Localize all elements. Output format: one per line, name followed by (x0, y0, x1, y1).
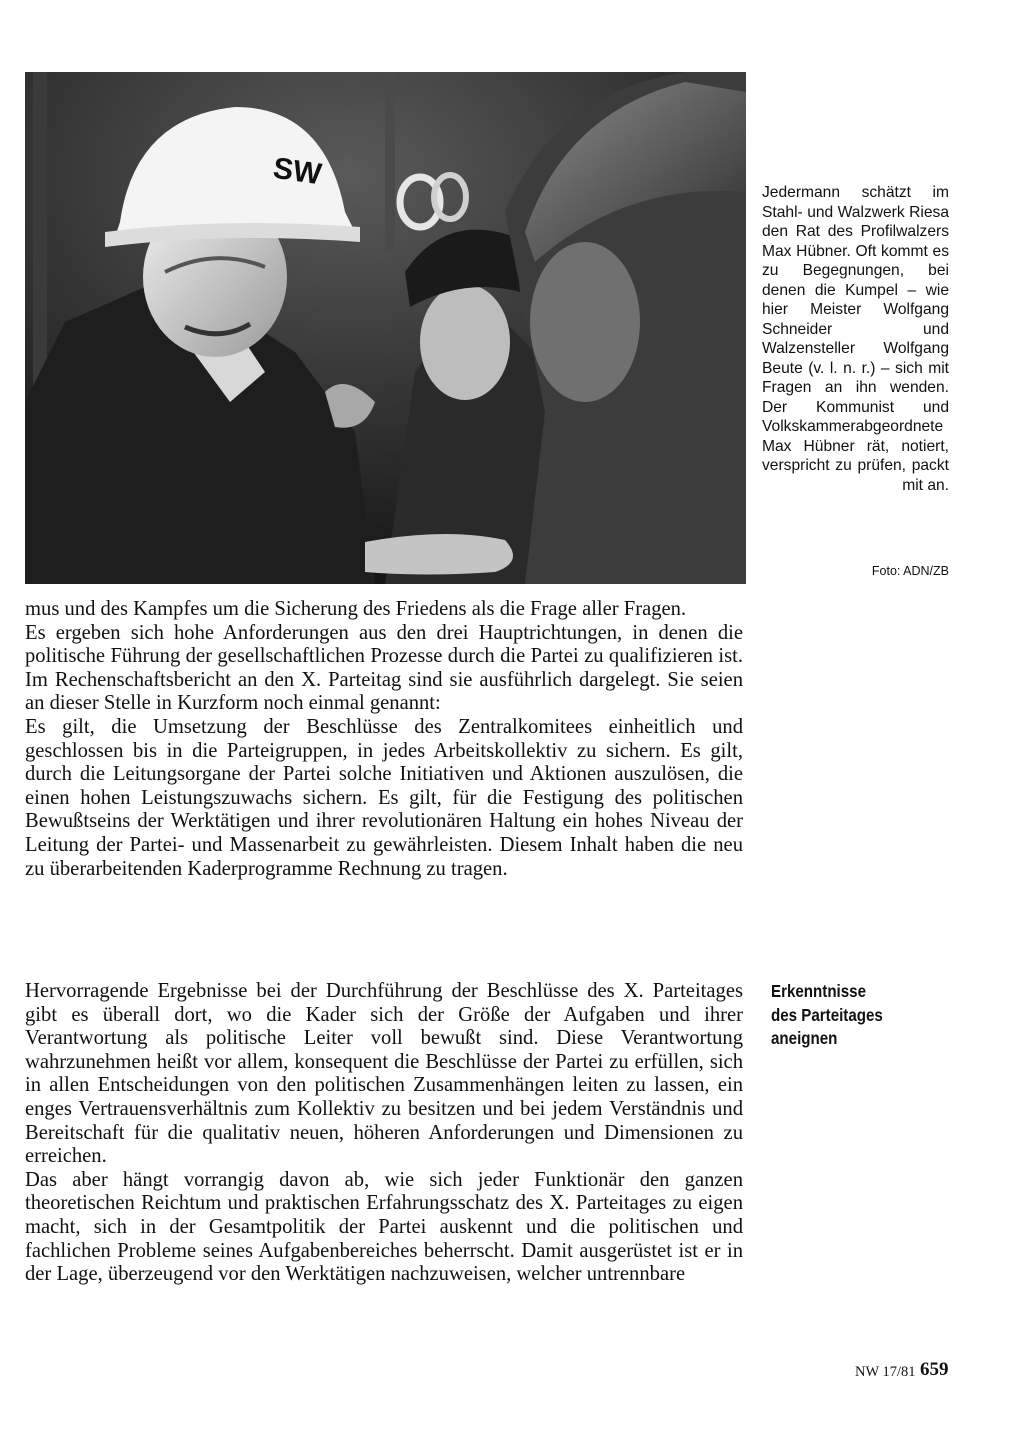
background-beam (385, 72, 395, 252)
side-heading-line: aneignen (771, 1028, 838, 1049)
issue-reference: NW 17/81 (855, 1364, 916, 1380)
middle-man-face (420, 284, 510, 400)
photo-illustration (25, 72, 746, 584)
paragraph: Hervorragende Ergebnisse bei der Durchführung der Beschlüsse des X. Parteitages gibt es überall dort, wo die Kader sich der Größe der Aufgaben und ihrer Verantwortung als politische Leiter voll bewußt sind. Diese Verantwortung wahrzunehmen heißt vor allem, konsequent die Beschlüsse der Partei zu erfüllen, sich in allen Entscheidungen von den politischen Zusammenhängen leiten zu lassen, ein enges Vertrauensverhältnis zum Kollektiv zu besitzen und bei jedem Verständnis und Bereitschaft für die qualitativ neuen, höheren Anforderungen und Dimensionen zu erreichen. (25, 980, 743, 1168)
paragraph: Es ergeben sich hohe Anforderungen aus den drei Hauptrichtungen, in denen die politische Führung der gesellschaftlichen Prozesse durch die Partei zu qualifizieren ist. Im Rechenschaftsbericht an den X. Parteitag sind sie ausführlich dargelegt. Sie seien an dieser Stelle in Kurzform noch einmal genannt: (25, 621, 743, 715)
article-section-2 (25, 980, 743, 1287)
helmet-text: SW (271, 151, 324, 192)
side-heading (771, 980, 929, 1051)
hand (365, 534, 513, 575)
paragraph: Das aber hängt vorrangig davon ab, wie sich jeder Funktionär den ganzen theoretischen Reichtum und praktischen Erfahrungsschatz des X. Parteitages zu eigen macht, sich in der Gesamtpolitik der Partei auskennt und die politischen und fachlichen Probleme seines Aufgabenbereiches beherrscht. Damit ausgerüstet ist er in der Lage, überzeugend vor den Werktätigen nachzuweisen, welcher untrennbare (25, 1168, 743, 1286)
photo-credit: Foto: ADN/ZB (871, 564, 949, 578)
right-man-head (530, 242, 640, 402)
article-section-1 (25, 598, 743, 881)
side-heading-line: des Parteitages (771, 1004, 883, 1025)
paragraph: Es gilt, die Umsetzung der Beschlüsse des Zentralkomitees einheitlich und geschlossen bis in die Parteigruppen, in jedes Arbeitskollektiv zu sichern. Es gilt, durch die Leitungsorgane der Partei solche Initiativen und Aktionen auszulösen, die einen hohen Leistungszuwachs sichern. Es gilt, für die Festigung des politischen Bewußtseins der Werktätigen und ihrer revolutionären Haltung ein hohes Niveau der Leitung der Partei- und Massenarbeit zu gewährleisten. Diesem Inhalt haben die neu zu überarbeitenden Kaderprogramme Rechnung zu tragen. (25, 715, 743, 880)
photo-steelworkers (25, 72, 746, 584)
paragraph: mus und des Kampfes um die Sicherung des Friedens als die Frage aller Fragen. (25, 598, 687, 620)
side-heading-line: Erkenntnisse (771, 981, 866, 1001)
photo-caption: Jedermann schätzt im Stahl- und Walzwerk Riesa den Rat des Profilwalzers Max Hübner. Oft kommt es zu Begegnungen, bei denen die Kumpel – wie hier Meister Wolfgang Schneider und Walzensteller Wolfgang Beute (v. l. n. r.) – sich mit Fragen an ihn wenden. Der Kommunist und Volkskammerabgeordnete Max Hübner rät, notiert, verspricht zu prüfen, packt mit an. (762, 184, 949, 494)
page-number: 659 (920, 1359, 949, 1380)
